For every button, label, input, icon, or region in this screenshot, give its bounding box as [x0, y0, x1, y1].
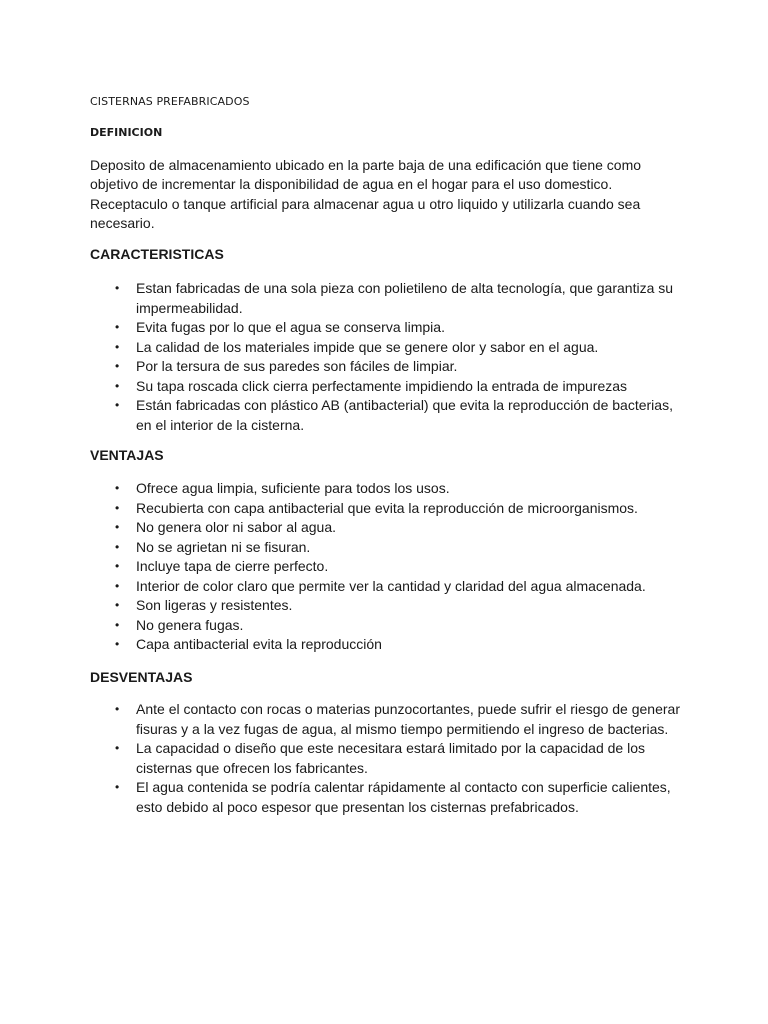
bullet-icon: • [115, 598, 120, 612]
list-item-text: Están fabricadas con plástico AB (antibacterial) que evita la reproducción de bacterias, en el interior de la cisterna. [136, 397, 673, 433]
bullet-icon: • [115, 702, 120, 716]
list-item-text: La calidad de los materiales impide que se genere olor y sabor en el agua. [136, 338, 599, 355]
list-item [90, 739, 680, 778]
list-item-text: El agua contenida se podría calentar rápidamente al contacto con superficie calientes, esto debido al poco espesor que presentan los cisternas prefabricados. [136, 779, 671, 815]
list-item [90, 700, 680, 739]
list-item-text: Su tapa roscada click cierra perfectamente impidiendo la entrada de impurezas [136, 377, 628, 394]
list-item [90, 338, 680, 358]
list-item [90, 635, 680, 655]
bullet-icon: • [115, 359, 120, 373]
list-item [90, 616, 680, 636]
list-item [90, 377, 680, 397]
list-item-text: Incluye tapa de cierre perfecto. [136, 558, 329, 574]
list-item [90, 499, 680, 519]
list-item-text: La capacidad o diseño que este necesitara estará limitado por la capacidad de los cisternas que ofrecen los fabricantes. [136, 740, 645, 776]
list-desventajas [90, 700, 680, 817]
list-item-text: Evita fugas por lo que el agua se conserva limpia. [136, 319, 445, 335]
section-heading-ventajas: VENTAJAS [90, 447, 164, 463]
bullet-icon: • [115, 500, 120, 515]
definition-paragraph: Deposito de almacenamiento ubicado en la parte baja de una edificación que tiene como objetivo de incrementar la disponibilidad de agua en el hogar para el uso domestico. Receptaculo o tanque artificial para almacenar agua u otro liquido y utilizarla cuando sea necesario. [90, 157, 642, 231]
list-item-text: Ofrece agua limpia, suficiente para todos los usos. [136, 480, 450, 496]
list-item-text: Recubierta con capa antibacterial que evita la reproducción de microorganismos. [136, 499, 638, 516]
list-item [90, 557, 680, 577]
bullet-icon: • [115, 617, 120, 632]
document-title: CISTERNAS PREFABRICADOS [90, 95, 250, 108]
bullet-icon: • [115, 281, 120, 295]
list-item [90, 518, 680, 538]
list-ventajas [90, 479, 680, 655]
bullet-icon: • [115, 559, 120, 573]
list-item-text: Estan fabricadas de una sola pieza con polietileno de alta tecnología, que garantiza su impermeabilidad. [136, 280, 674, 316]
list-item-text: Interior de color claro que permite ver la cantidad y claridad del agua almacenada. [136, 577, 646, 594]
list-item-text: Ante el contacto con rocas o materias punzocortantes, puede sufrir el riesgo de generar fisuras y a la vez fugas de agua, al mismo tiempo permitiendo el ingreso de bacterias. [136, 701, 680, 737]
list-item [90, 279, 680, 318]
list-item [90, 357, 680, 377]
bullet-icon: • [115, 539, 120, 554]
list-item-text: Por la tersura de sus paredes son fáciles de limpiar. [136, 358, 458, 374]
list-item [90, 538, 680, 558]
list-item-text: No se agrietan ni se fisuran. [136, 538, 311, 555]
section-heading-caracteristicas: CARACTERISTICAS [90, 246, 224, 262]
bullet-icon: • [115, 398, 120, 412]
list-item-text: No genera olor ni sabor al agua. [136, 519, 337, 535]
bullet-icon: • [115, 520, 120, 534]
bullet-icon: • [115, 637, 120, 651]
list-item [90, 577, 680, 597]
bullet-icon: • [115, 481, 120, 495]
bullet-icon: • [115, 780, 120, 794]
list-item-text: No genera fugas. [136, 616, 244, 633]
bullet-icon: • [115, 378, 120, 393]
list-item [90, 396, 680, 435]
section-heading-desventajas: DESVENTAJAS [90, 669, 193, 685]
list-item [90, 479, 680, 499]
list-item [90, 778, 680, 817]
list-item-text: Capa antibacterial evita la reproducción [136, 636, 382, 652]
definition-heading: DEFINICION [90, 126, 163, 139]
list-item [90, 596, 680, 616]
bullet-icon: • [115, 320, 120, 334]
list-caracteristicas [90, 279, 680, 435]
list-item [90, 318, 680, 338]
bullet-icon: • [115, 339, 120, 354]
bullet-icon: • [115, 578, 120, 593]
bullet-icon: • [115, 741, 120, 755]
list-item-text: Son ligeras y resistentes. [136, 597, 293, 613]
